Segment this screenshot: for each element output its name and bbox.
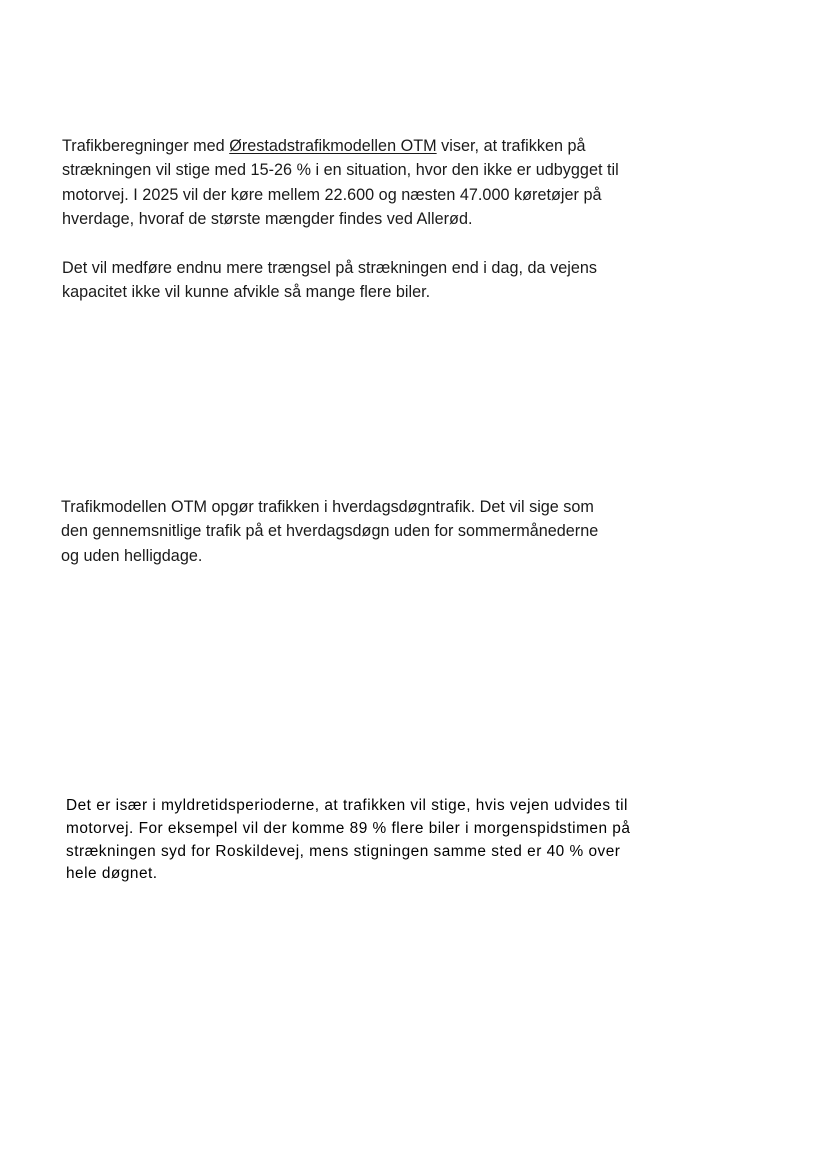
text-line: hele døgnet.	[66, 865, 158, 883]
text-block-traffic-calculations	[62, 134, 619, 304]
text-line: og uden helligdage.	[61, 546, 203, 565]
text-block-otm-definition	[61, 495, 598, 568]
text-line: Det vil medføre endnu mere trængsel på strækningen end i dag, da vejens	[62, 258, 597, 277]
otm-model-link[interactable]: Ørestadstrafikmodellen OTM	[229, 137, 437, 155]
paragraph-congestion	[62, 256, 619, 305]
text-block-rush-hour	[66, 795, 630, 886]
text-line: Det er især i myldretidsperioderne, at trafikken vil stige, hvis vejen udvides til	[66, 797, 628, 814]
paragraph-traffic-increase	[62, 134, 619, 232]
text-line: strækningen syd for Roskildevej, mens stigningen samme sted er 40 % over	[66, 842, 621, 860]
text-line: den gennemsnitlige trafik på et hverdagsdøgn uden for sommermånederne	[61, 522, 599, 541]
text-line: strækningen vil stige med 15-26 % i en situation, hvor den ikke er udbygget til	[62, 161, 619, 180]
text-line: motorvej. I 2025 vil der køre mellem 22.600 og næsten 47.000 køretøjer på	[62, 185, 602, 204]
text-line: hverdage, hvoraf de største mængder findes ved Allerød.	[62, 210, 473, 229]
text-line: kapacitet ikke vil kunne afvikle så mange flere biler.	[62, 283, 431, 302]
text-segment: Trafikberegninger med	[62, 137, 230, 155]
text-line: motorvej. For eksempel vil der komme 89 % flere biler i morgenspidstimen på	[66, 819, 631, 837]
text-segment: viser, at trafikken på	[436, 137, 586, 155]
text-line: Trafikmodellen OTM opgør trafikken i hverdagsdøgntrafik. Det vil sige som	[61, 498, 594, 516]
text-line	[62, 134, 619, 158]
